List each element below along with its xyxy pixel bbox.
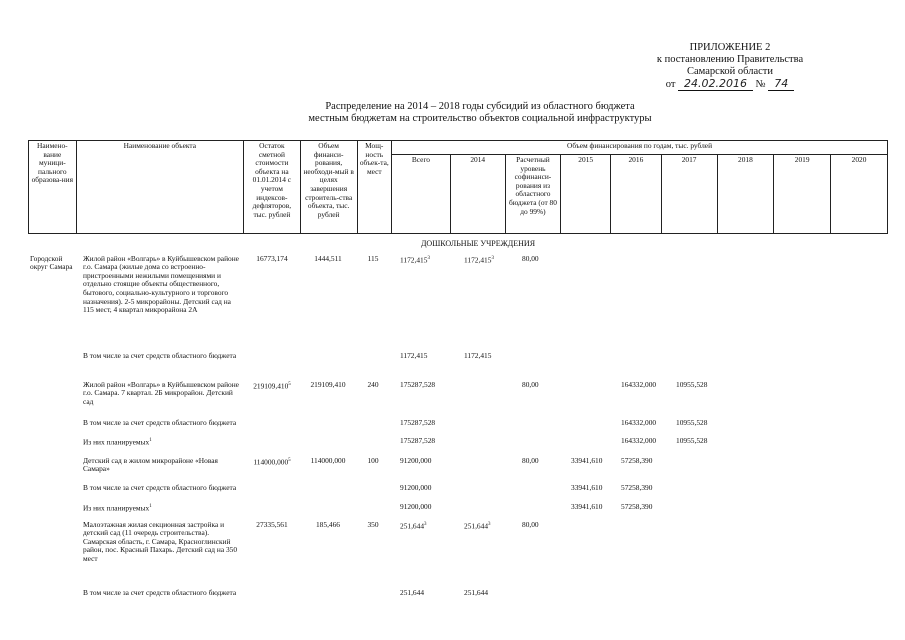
footnote-mark: 1 xyxy=(149,437,152,443)
row-cell-object xyxy=(83,437,243,447)
row-cell-y2015 xyxy=(571,457,621,466)
row-cell-total xyxy=(400,503,460,512)
cell-text: В том числе за счет средств областного бюджета xyxy=(83,350,237,360)
row-cell-capacity xyxy=(358,255,388,264)
cell-text: 175287,528 xyxy=(400,417,436,427)
cell-text: 251,644 xyxy=(464,587,489,597)
cell-text: 16773,174 xyxy=(256,253,288,263)
cell-text: Из них планируемых xyxy=(83,437,150,447)
footnote-mark: 3 xyxy=(491,255,494,261)
header-table xyxy=(28,140,888,234)
appendix-line: Самарской области xyxy=(687,66,773,77)
row-cell-level xyxy=(522,381,562,390)
cell-text: В том числе за счет средств областного бюджета xyxy=(83,587,237,597)
cell-text: 91200,000 xyxy=(400,482,432,492)
footnote-mark: 5 xyxy=(288,381,291,387)
appendix-date-line xyxy=(600,78,860,91)
appendix-line: к постановлению Правительства xyxy=(656,54,804,65)
cell-text: 115 xyxy=(367,253,379,263)
row-cell-y2017 xyxy=(676,381,726,390)
cell-text: 33941,610 xyxy=(571,482,603,492)
cell-text: 91200,000 xyxy=(400,455,432,465)
cell-text: 80,00 xyxy=(522,253,539,263)
cell-text: 164332,000 xyxy=(621,417,657,427)
cell-text: В том числе за счет средств областного бюджета xyxy=(83,482,237,492)
row-cell-total xyxy=(400,352,460,361)
row-cell-y2016 xyxy=(621,484,671,493)
cell-text: Городской округ Самара xyxy=(30,253,73,272)
row-cell-capacity xyxy=(358,381,388,390)
header-2019: 2019 xyxy=(774,155,831,234)
footnote-mark: 1 xyxy=(149,503,152,509)
row-cell-y2017 xyxy=(676,437,726,446)
row-cell-total xyxy=(400,484,460,493)
row-cell-remaining xyxy=(246,255,298,264)
appendix-block xyxy=(600,42,860,91)
header-level: Расчетный уровень софинанси-рования из областного бюджета (от 80 до 99%) xyxy=(505,155,561,234)
footnote-mark: 3 xyxy=(424,521,427,527)
row-cell-object xyxy=(83,381,243,407)
cell-text: 175287,528 xyxy=(400,379,436,389)
row-cell-level xyxy=(522,521,562,530)
appendix-title: ПРИЛОЖЕНИЕ 2 xyxy=(689,42,771,53)
footnote-mark: 5 xyxy=(288,457,291,463)
header-total: Всего xyxy=(392,155,451,234)
row-cell-volume xyxy=(302,255,354,264)
row-cell-y2016 xyxy=(621,437,671,446)
cell-text: Жилой район «Волгарь» в Куйбышевском районе г.о. Самара (жилые дома со встроенно-пристроенными нежилыми помещениями и отдельно стоящие объекты общественного, бытового, социально-культурного и торгового назначения). 2-5 микрорайоны. Детский сад на 115 мест, 4 квартал микрорайона 2А xyxy=(83,253,239,315)
row-cell-capacity xyxy=(358,457,388,466)
row-cell-object xyxy=(83,503,243,513)
cell-text: 240 xyxy=(367,379,379,389)
cell-text: 80,00 xyxy=(522,379,539,389)
footnote-mark: 3 xyxy=(488,521,491,527)
cell-text: 91200,000 xyxy=(400,501,432,511)
header-financing-group: Объем финансирования по годам, тыс. рублей xyxy=(392,141,888,155)
cell-text: 57258,390 xyxy=(621,455,653,465)
cell-text: 251,644 xyxy=(400,587,425,597)
cell-text: 1172,415 xyxy=(400,350,428,360)
row-cell-object xyxy=(83,484,243,493)
cell-text: 164332,000 xyxy=(621,379,657,389)
row-cell-remaining xyxy=(246,521,298,530)
header-volume: Объем финанси-рования, необходи-мый в целях завершения строитель-ства объекта, тыс. рублей xyxy=(300,141,357,234)
cell-text: 10955,528 xyxy=(676,417,708,427)
row-cell-y2014 xyxy=(464,521,514,531)
section-title: ДОШКОЛЬНЫЕ УЧРЕЖДЕНИЯ xyxy=(420,239,536,248)
row-cell-y2014 xyxy=(464,255,514,265)
cell-text: 100 xyxy=(367,455,379,465)
cell-text: 1172,415 xyxy=(400,255,428,265)
row-cell-total xyxy=(400,419,460,428)
row-cell-volume xyxy=(302,521,354,530)
header-2016: 2016 xyxy=(611,155,662,234)
row-cell-total xyxy=(400,437,460,446)
cell-text: 10955,528 xyxy=(676,435,708,445)
row-cell-total xyxy=(400,457,460,466)
row-cell-object xyxy=(83,521,243,564)
cell-text: 33941,610 xyxy=(571,455,603,465)
cell-text: 185,466 xyxy=(315,519,341,529)
header-remaining: Остаток сметной стоимости объекта на 01.01.2014 с учетом индексов-дефляторов, тыс. рублей xyxy=(243,141,300,234)
row-cell-y2015 xyxy=(571,484,621,493)
header-2014: 2014 xyxy=(450,155,505,234)
header-object: Наименование объекта xyxy=(76,141,243,234)
cell-text: 10955,528 xyxy=(676,379,708,389)
row-cell-total xyxy=(400,589,460,598)
row-cell-y2016 xyxy=(621,503,671,512)
header-capacity: Мощ-ность объек-та, мест xyxy=(357,141,391,234)
cell-text: 1172,415 xyxy=(464,350,492,360)
cell-text: 219109,410 xyxy=(253,381,289,391)
cell-text: 80,00 xyxy=(522,519,539,529)
cell-text: 251,644 xyxy=(400,521,425,531)
cell-text: 350 xyxy=(367,519,379,529)
row-cell-municipality xyxy=(30,255,74,272)
cell-text: 175287,528 xyxy=(400,435,436,445)
row-cell-total xyxy=(400,521,460,531)
header-2017: 2017 xyxy=(661,155,717,234)
row-cell-y2016 xyxy=(621,457,671,466)
cell-text: 164332,000 xyxy=(621,435,657,445)
row-cell-level xyxy=(522,457,562,466)
cell-text: 1444,511 xyxy=(314,253,342,263)
cell-text: 80,00 xyxy=(522,455,539,465)
cell-text: 1172,415 xyxy=(464,255,492,265)
title-line-1: Распределение на 2014 – 2018 годы субсидий из областного бюджета xyxy=(325,101,635,112)
row-cell-remaining xyxy=(246,381,298,391)
row-cell-y2016 xyxy=(621,381,671,390)
cell-text: 219109,410 xyxy=(310,379,346,389)
header-2020: 2020 xyxy=(831,155,888,234)
handwritten-date: 24.02.2016 xyxy=(678,77,753,91)
handwritten-number: 74 xyxy=(768,77,794,91)
row-cell-object xyxy=(83,419,243,428)
cell-text: 57258,390 xyxy=(621,501,653,511)
cell-text: 27335,561 xyxy=(256,519,288,529)
date-prefix: от xyxy=(665,79,676,90)
row-cell-total xyxy=(400,381,460,390)
cell-text: 57258,390 xyxy=(621,482,653,492)
row-cell-y2014 xyxy=(464,589,514,598)
row-cell-object xyxy=(83,352,243,361)
row-cell-capacity xyxy=(358,521,388,530)
row-cell-level xyxy=(522,255,562,264)
cell-text: Жилой район «Волгарь» в Куйбышевском районе г.о. Самара. 7 квартал. 2Б микрорайон. Детский сад xyxy=(83,379,239,406)
cell-text: 251,644 xyxy=(464,521,489,531)
row-cell-remaining xyxy=(246,457,298,467)
row-cell-y2015 xyxy=(571,503,621,512)
header-municipality: Наимено-вание муници-пального образова-ния xyxy=(29,141,77,234)
table-body xyxy=(28,239,888,597)
row-cell-object xyxy=(83,255,243,315)
cell-text: Из них планируемых xyxy=(83,503,150,513)
row-cell-total xyxy=(400,255,460,265)
row-cell-y2016 xyxy=(621,419,671,428)
cell-text: В том числе за счет средств областного бюджета xyxy=(83,417,237,427)
cell-text: 33941,610 xyxy=(571,501,603,511)
row-cell-y2017 xyxy=(676,419,726,428)
cell-text: 114000,000 xyxy=(310,455,346,465)
number-prefix: № xyxy=(755,79,766,90)
row-cell-volume xyxy=(302,457,354,466)
row-cell-y2014 xyxy=(464,352,514,361)
cell-text: Малоэтажная жилая секционная застройка и детский сад (11 очередь строительства). Самарская область, г. Самара, Красноглинский район, пос. Красный Пахарь. Детский сад на 350 мест xyxy=(83,519,238,563)
cell-text: Детский сад в жилом микрорайоне «Новая Самара» xyxy=(83,455,218,474)
document-title xyxy=(240,101,720,125)
cell-text: 114000,000 xyxy=(253,457,289,467)
footnote-mark: 3 xyxy=(427,255,430,261)
row-cell-object xyxy=(83,589,243,598)
header-2015: 2015 xyxy=(561,155,611,234)
row-cell-object xyxy=(83,457,243,474)
header-2018: 2018 xyxy=(717,155,774,234)
row-cell-volume xyxy=(302,381,354,390)
title-line-2: местным бюджетам на строительство объектов социальной инфраструктуры xyxy=(308,113,652,124)
